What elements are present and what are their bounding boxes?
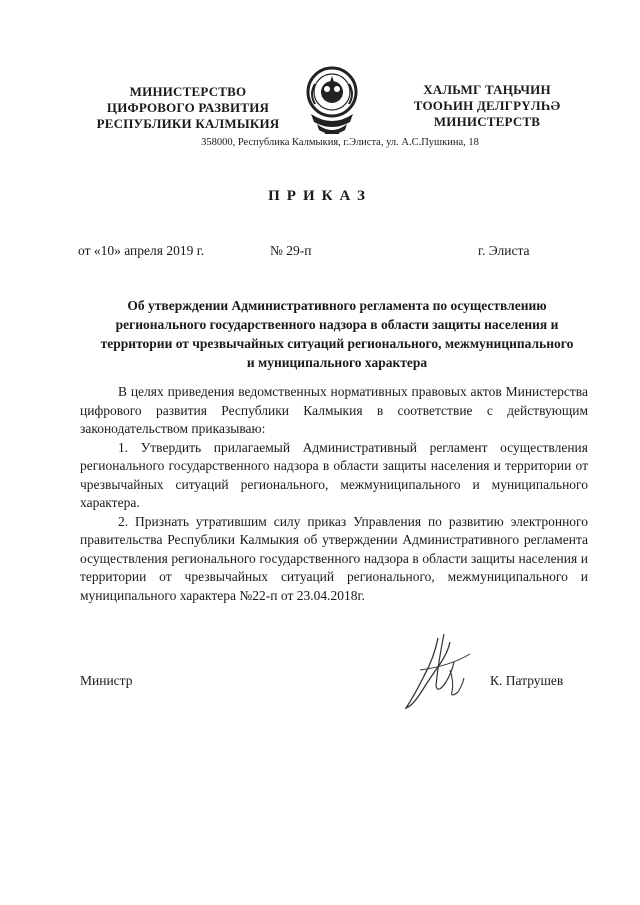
signature-icon: [400, 630, 490, 720]
ministry-name-kalm-line-2: ТООҺИН ДЕЛГРҮЛҺӘ: [413, 98, 561, 113]
order-title: ПРИКАЗ: [268, 188, 372, 204]
body-item-2: 2. Признать утратившим силу приказ Управления по развитию электронного правительства Республики Калмыкия об утверждении Административного регламента осуществления регионального государственного надзора в области защиты населения и территории от чрезвычайных ситуаций регионального, межмуниципального и муниципального характера №22-п от 23.04.2018г.: [80, 513, 588, 603]
order-city: г. Элиста: [478, 243, 530, 258]
ministry-name-russian: [88, 84, 288, 132]
order-date: от «10» апреля 2019 г.: [78, 243, 205, 258]
ministry-address: 358000, Республика Калмыкия, г.Элиста, ул. А.С.Пушкина, 18: [201, 137, 479, 148]
order-number: № 29-п: [270, 243, 312, 258]
kalmykia-emblem-icon: [303, 62, 361, 140]
signer-name: К. Патрушев: [490, 673, 564, 688]
signer-title: Министр: [80, 673, 133, 688]
ministry-name-kalm-line-1: ХАЛЬМГ ТАҢЬЧИН: [423, 82, 551, 97]
body-intro: В целях приведения ведомственных нормативных правовых актов Министерства цифрового развития Республики Калмыкия в соответствие с действующим законодательством приказываю:: [80, 384, 588, 436]
body-item-1: 1. Утвердить прилагаемый Административный регламент осуществления регионального государственного надзора в области защиты населения и территории от чрезвычайных ситуаций регионального, межмуниципального и муниципального характера.: [80, 439, 588, 510]
ministry-name-ru-line-2: ЦИФРОВОГО РАЗВИТИЯ: [106, 100, 270, 115]
ministry-name-kalmyk: [392, 82, 582, 130]
ministry-name-ru-line-1: МИНИСТЕРСТВО: [129, 84, 247, 99]
order-body: [80, 383, 588, 605]
order-subject: Об утверждении Административного регламента по осуществлению регионального государственного надзора в области защиты населения и территории от чрезвычайных ситуаций регионального, межмуниципального и муниципального характера: [100, 298, 574, 370]
ministry-name-ru-line-3: РЕСПУБЛИКИ КАЛМЫКИЯ: [96, 116, 280, 131]
ministry-name-kalm-line-3: МИНИСТЕРСТВ: [433, 114, 541, 129]
